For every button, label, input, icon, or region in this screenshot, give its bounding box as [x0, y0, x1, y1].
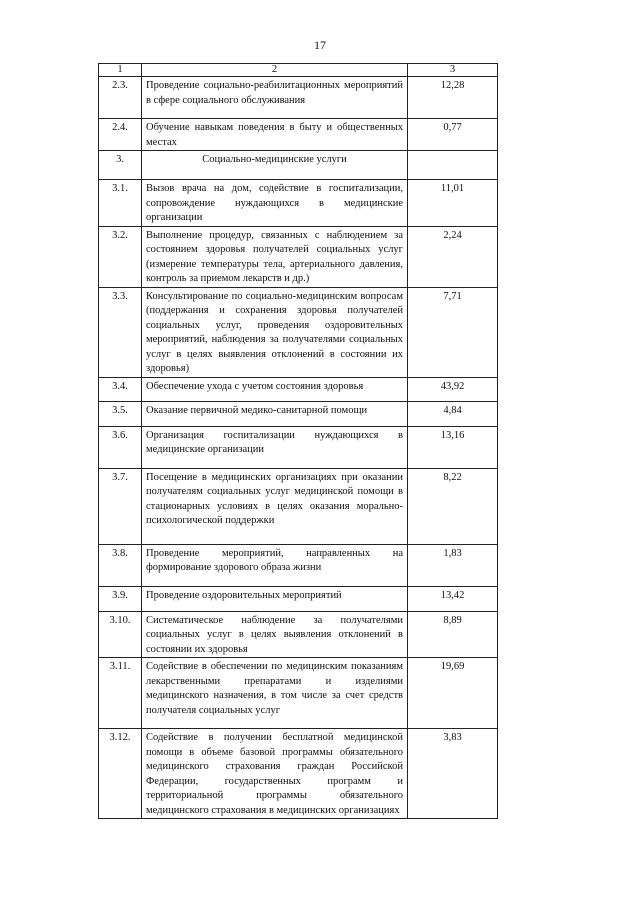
- table-row: [99, 287, 498, 377]
- service-description: Содействие в получении бесплатной медицинской помощи в объеме базовой программы обязательного медицинского страхования граждан Российской Федерации, государственных программ и территориальной программы обязательного медицинского страхования в медицинских организациях: [142, 729, 408, 819]
- row-number: 3.5.: [99, 401, 142, 426]
- service-value: 12,28: [408, 77, 498, 119]
- service-description: Проведение социально-реабилитационных мероприятий в сфере социального обслуживания: [142, 77, 408, 119]
- table-row: [99, 468, 498, 544]
- table-row: [99, 401, 498, 426]
- section-title: Социально-медицинские услуги: [142, 151, 408, 180]
- table-row: [99, 426, 498, 468]
- table-row: [99, 729, 498, 819]
- column-header: 3: [408, 64, 498, 77]
- service-value: 19,69: [408, 658, 498, 729]
- table-row: [99, 611, 498, 658]
- service-value: 11,01: [408, 180, 498, 227]
- service-value: 3,83: [408, 729, 498, 819]
- service-value: 7,71: [408, 287, 498, 377]
- service-description: Обучение навыкам поведения в быту и общественных местах: [142, 119, 408, 151]
- table-row: [99, 226, 498, 287]
- service-value: 13,16: [408, 426, 498, 468]
- row-number: 3.4.: [99, 377, 142, 401]
- service-description: Проведение оздоровительных мероприятий: [142, 586, 408, 611]
- table-row: [99, 77, 498, 119]
- row-number: 3.7.: [99, 468, 142, 544]
- row-number: 3.9.: [99, 586, 142, 611]
- service-value: 8,89: [408, 611, 498, 658]
- service-description: Вызов врача на дом, содействие в госпитализации, сопровождение нуждающихся в медицинские организации: [142, 180, 408, 227]
- service-value: 4,84: [408, 401, 498, 426]
- table-row: [99, 377, 498, 401]
- service-value: 1,83: [408, 544, 498, 586]
- service-description: Содействие в обеспечении по медицинским показаниям лекарственными препаратами и изделиями медицинского назначения, в том числе за счет средств получателя социальных услуг: [142, 658, 408, 729]
- row-number: 3.2.: [99, 226, 142, 287]
- service-value: 0,77: [408, 119, 498, 151]
- row-number: 2.3.: [99, 77, 142, 119]
- row-number: 3.11.: [99, 658, 142, 729]
- service-value: 43,92: [408, 377, 498, 401]
- row-number: 3.12.: [99, 729, 142, 819]
- service-description: Выполнение процедур, связанных с наблюдением за состоянием здоровья получателей социальных услуг (измерение температуры тела, артериального давления, контроль за приемом лекарств и др.): [142, 226, 408, 287]
- table-row: [99, 119, 498, 151]
- column-header: 1: [99, 64, 142, 77]
- services-table: [98, 63, 498, 819]
- service-value: 8,22: [408, 468, 498, 544]
- service-description: Организация госпитализации нуждающихся в медицинские организации: [142, 426, 408, 468]
- row-number: 2.4.: [99, 119, 142, 151]
- row-number: 3.8.: [99, 544, 142, 586]
- service-description: Проведение мероприятий, направленных на формирование здорового образа жизни: [142, 544, 408, 586]
- row-number: 3.1.: [99, 180, 142, 227]
- row-number: 3.10.: [99, 611, 142, 658]
- row-number: 3.: [99, 151, 142, 180]
- table-row: [99, 544, 498, 586]
- service-description: Консультирование по социально-медицинским вопросам (поддержания и сохранения здоровья получателей социальных услуг, проведения оздоровительных мероприятий, наблюдения за получателями социальных услуг в целях выявления отклонений в состоянии их здоровья): [142, 287, 408, 377]
- row-number: 3.3.: [99, 287, 142, 377]
- page-number: 17: [314, 38, 326, 52]
- service-value: 13,42: [408, 586, 498, 611]
- row-number: 3.6.: [99, 426, 142, 468]
- service-description: Посещение в медицинских организациях при оказании получателям социальных услуг медицинской помощи в стационарных условиях в целях оказания морально-психологической поддержки: [142, 468, 408, 544]
- service-value: [408, 151, 498, 180]
- service-description: Обеспечение ухода с учетом состояния здоровья: [142, 377, 408, 401]
- service-description: Систематическое наблюдение за получателями социальных услуг в целях выявления отклонений в состоянии их здоровья: [142, 611, 408, 658]
- table-row: [99, 180, 498, 227]
- table-row: [99, 586, 498, 611]
- table-section-row: [99, 151, 498, 180]
- column-header: 2: [142, 64, 408, 77]
- service-description: Оказание первичной медико-санитарной помощи: [142, 401, 408, 426]
- table-row: [99, 658, 498, 729]
- table-header-row: [99, 64, 498, 77]
- service-value: 2,24: [408, 226, 498, 287]
